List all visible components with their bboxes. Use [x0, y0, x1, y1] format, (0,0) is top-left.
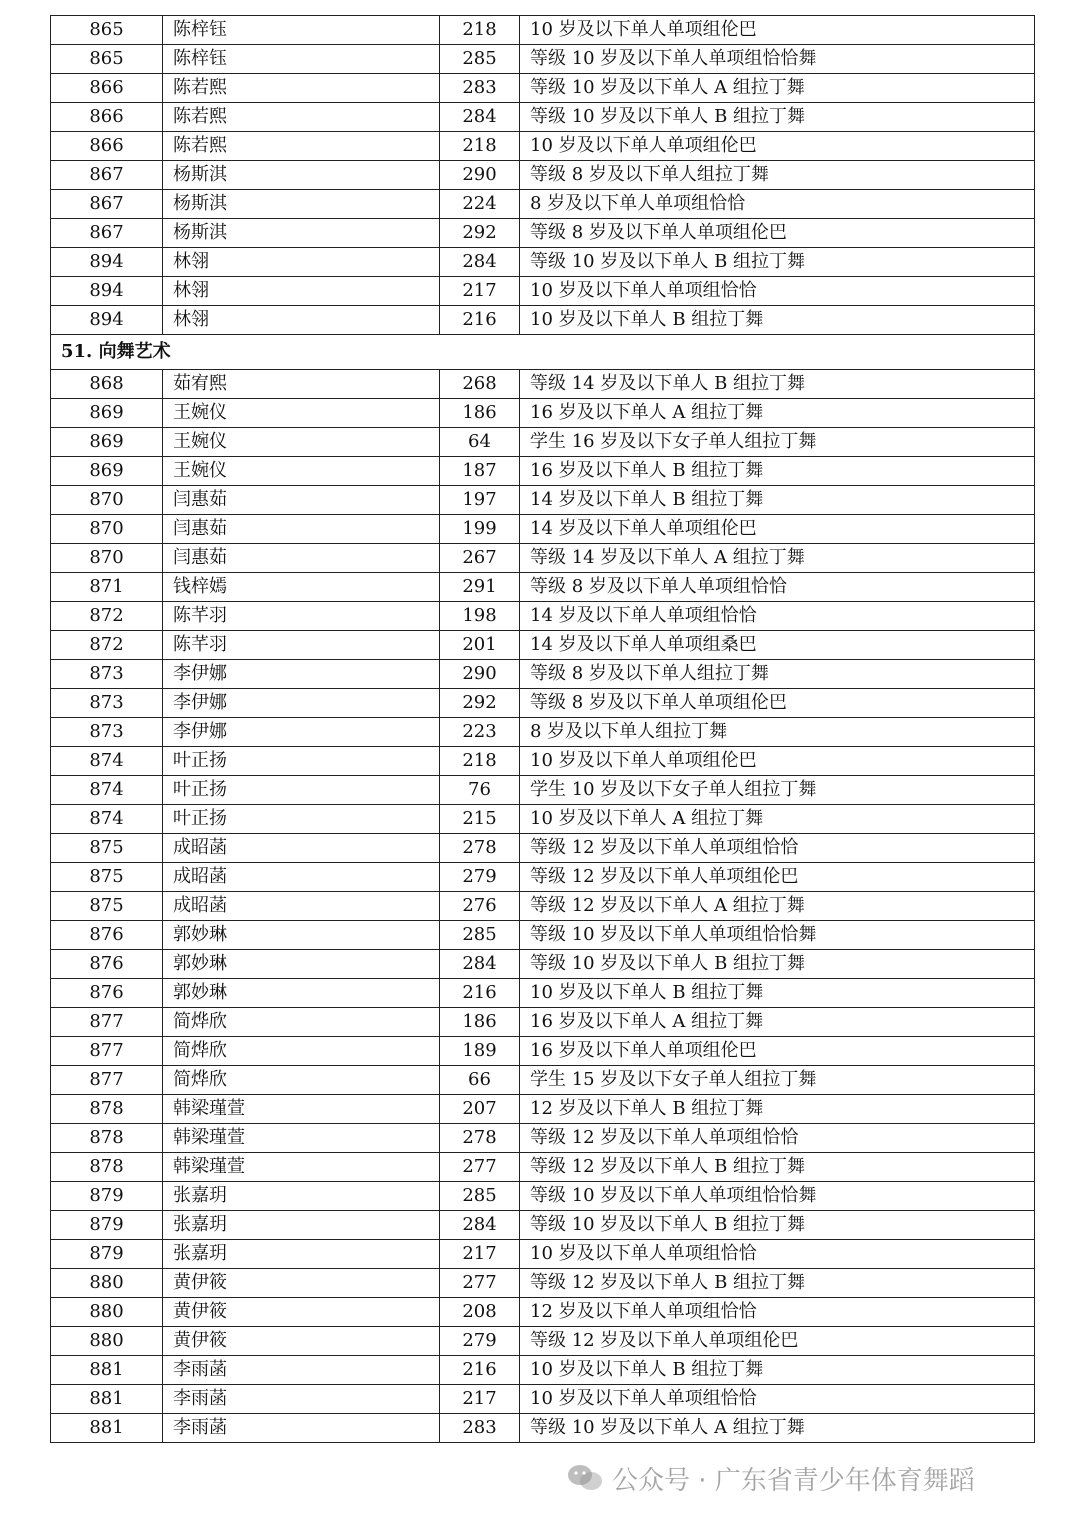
event-name: 10 岁及以下单人单项组伦巴: [520, 16, 1035, 45]
table-row: [51, 1240, 1035, 1269]
participant-name: 闫惠茹: [163, 515, 440, 544]
event-code: 216: [440, 979, 520, 1008]
event-code: 284: [440, 103, 520, 132]
table-row: [51, 103, 1035, 132]
event-name: 等级 10 岁及以下单人 A 组拉丁舞: [520, 1414, 1035, 1443]
event-code: 187: [440, 457, 520, 486]
watermark-text: 公众号 · 广东省青少年体育舞蹈: [612, 1465, 975, 1496]
event-name: 等级 8 岁及以下单人单项组伦巴: [520, 219, 1035, 248]
participant-name: 黄伊筱: [163, 1298, 440, 1327]
participant-number: 881: [51, 1385, 163, 1414]
participant-number: 873: [51, 660, 163, 689]
table-row: [51, 1095, 1035, 1124]
participant-number: 869: [51, 399, 163, 428]
table-row: [51, 979, 1035, 1008]
event-name: 学生 15 岁及以下女子单人组拉丁舞: [520, 1066, 1035, 1095]
event-code: 189: [440, 1037, 520, 1066]
participant-number: 877: [51, 1008, 163, 1037]
table-row: [51, 573, 1035, 602]
participant-name: 林翎: [163, 248, 440, 277]
participant-name: 韩梁瑾萱: [163, 1095, 440, 1124]
event-name: 等级 12 岁及以下单人单项组伦巴: [520, 1327, 1035, 1356]
table-row: [51, 306, 1035, 335]
table-row: [51, 74, 1035, 103]
participant-name: 成昭菡: [163, 863, 440, 892]
table-row: [51, 1414, 1035, 1443]
event-name: 学生 10 岁及以下女子单人组拉丁舞: [520, 776, 1035, 805]
participant-number: 875: [51, 834, 163, 863]
table-row: [51, 544, 1035, 573]
event-code: 292: [440, 689, 520, 718]
participant-number: 881: [51, 1414, 163, 1443]
participant-name: 钱梓嫣: [163, 573, 440, 602]
event-name: 等级 10 岁及以下单人 A 组拉丁舞: [520, 74, 1035, 103]
participant-name: 张嘉玥: [163, 1211, 440, 1240]
participant-name: 李雨菡: [163, 1385, 440, 1414]
event-name: 等级 10 岁及以下单人 B 组拉丁舞: [520, 248, 1035, 277]
participant-name: 成昭菡: [163, 834, 440, 863]
table-row: [51, 1008, 1035, 1037]
event-code: 199: [440, 515, 520, 544]
event-code: 218: [440, 16, 520, 45]
event-code: 215: [440, 805, 520, 834]
table-row: [51, 486, 1035, 515]
event-code: 284: [440, 950, 520, 979]
event-name: 等级 12 岁及以下单人 A 组拉丁舞: [520, 892, 1035, 921]
event-code: 284: [440, 1211, 520, 1240]
participant-number: 867: [51, 190, 163, 219]
table-row: [51, 1385, 1035, 1414]
participant-name: 张嘉玥: [163, 1182, 440, 1211]
table-row: [51, 921, 1035, 950]
participant-name: 林翎: [163, 277, 440, 306]
participant-number: 867: [51, 219, 163, 248]
event-name: 16 岁及以下单人 A 组拉丁舞: [520, 399, 1035, 428]
participant-name: 韩梁瑾萱: [163, 1124, 440, 1153]
table-row: [51, 631, 1035, 660]
participant-number: 872: [51, 602, 163, 631]
event-name: 等级 12 岁及以下单人 B 组拉丁舞: [520, 1153, 1035, 1182]
event-name: 等级 10 岁及以下单人单项组恰恰舞: [520, 45, 1035, 74]
participant-number: 874: [51, 805, 163, 834]
table-row: [51, 1066, 1035, 1095]
participant-number: 870: [51, 544, 163, 573]
participant-name: 茹宥熙: [163, 370, 440, 399]
event-code: 278: [440, 1124, 520, 1153]
table-row: [51, 132, 1035, 161]
event-code: 216: [440, 306, 520, 335]
participant-number: 879: [51, 1182, 163, 1211]
event-code: 186: [440, 1008, 520, 1037]
event-name: 等级 8 岁及以下单人组拉丁舞: [520, 660, 1035, 689]
watermark: [566, 1458, 975, 1498]
event-code: 283: [440, 74, 520, 103]
participant-number: 877: [51, 1066, 163, 1095]
table-row: [51, 1037, 1035, 1066]
table-row: [51, 1153, 1035, 1182]
event-code: 198: [440, 602, 520, 631]
table-row: [51, 863, 1035, 892]
table-row: [51, 660, 1035, 689]
participant-number: 878: [51, 1153, 163, 1182]
event-name: 14 岁及以下单人单项组桑巴: [520, 631, 1035, 660]
participant-name: 陈梓钰: [163, 16, 440, 45]
participant-number: 875: [51, 892, 163, 921]
participant-name: 李雨菡: [163, 1414, 440, 1443]
event-code: 276: [440, 892, 520, 921]
event-code: 290: [440, 660, 520, 689]
participant-name: 陈若熙: [163, 132, 440, 161]
event-code: 217: [440, 1385, 520, 1414]
table-row: [51, 892, 1035, 921]
event-name: 8 岁及以下单人组拉丁舞: [520, 718, 1035, 747]
event-code: 66: [440, 1066, 520, 1095]
participant-name: 陈若熙: [163, 74, 440, 103]
participant-name: 李雨菡: [163, 1356, 440, 1385]
wechat-icon: [566, 1463, 604, 1493]
participant-number: 880: [51, 1269, 163, 1298]
event-name: 10 岁及以下单人 A 组拉丁舞: [520, 805, 1035, 834]
event-name: 学生 16 岁及以下女子单人组拉丁舞: [520, 428, 1035, 457]
table-row: [51, 457, 1035, 486]
table-row: [51, 515, 1035, 544]
participant-number: 865: [51, 16, 163, 45]
participant-number: 874: [51, 747, 163, 776]
event-name: 12 岁及以下单人单项组恰恰: [520, 1298, 1035, 1327]
table-row: [51, 776, 1035, 805]
participant-name: 成昭菡: [163, 892, 440, 921]
event-code: 291: [440, 573, 520, 602]
participant-name: 杨斯淇: [163, 190, 440, 219]
event-name: 16 岁及以下单人 A 组拉丁舞: [520, 1008, 1035, 1037]
participant-name: 郭妙琳: [163, 979, 440, 1008]
table-row: [51, 805, 1035, 834]
participant-name: 黄伊筱: [163, 1269, 440, 1298]
participant-name: 李伊娜: [163, 660, 440, 689]
participant-number: 876: [51, 950, 163, 979]
participant-name: 李伊娜: [163, 718, 440, 747]
participant-name: 叶正扬: [163, 776, 440, 805]
participant-number: 873: [51, 718, 163, 747]
event-name: 14 岁及以下单人 B 组拉丁舞: [520, 486, 1035, 515]
table-row: [51, 1124, 1035, 1153]
section-header-row: [51, 335, 1035, 370]
participant-name: 陈芊羽: [163, 602, 440, 631]
event-name: 等级 14 岁及以下单人 A 组拉丁舞: [520, 544, 1035, 573]
table-row: [51, 45, 1035, 74]
participant-name: 张嘉玥: [163, 1240, 440, 1269]
table-row: [51, 370, 1035, 399]
participant-number: 867: [51, 161, 163, 190]
event-name: 10 岁及以下单人 B 组拉丁舞: [520, 979, 1035, 1008]
table-row: [51, 747, 1035, 776]
event-code: 218: [440, 747, 520, 776]
table-row: [51, 428, 1035, 457]
event-code: 201: [440, 631, 520, 660]
participant-number: 870: [51, 486, 163, 515]
event-name: 16 岁及以下单人单项组伦巴: [520, 1037, 1035, 1066]
event-code: 217: [440, 277, 520, 306]
event-code: 207: [440, 1095, 520, 1124]
participant-name: 陈若熙: [163, 103, 440, 132]
event-name: 12 岁及以下单人 B 组拉丁舞: [520, 1095, 1035, 1124]
table-row: [51, 1327, 1035, 1356]
event-code: 279: [440, 863, 520, 892]
participant-name: 闫惠茹: [163, 544, 440, 573]
participant-number: 875: [51, 863, 163, 892]
participant-number: 874: [51, 776, 163, 805]
participant-number: 868: [51, 370, 163, 399]
table-row: [51, 689, 1035, 718]
event-code: 279: [440, 1327, 520, 1356]
table-row: [51, 277, 1035, 306]
event-name: 16 岁及以下单人 B 组拉丁舞: [520, 457, 1035, 486]
table-row: [51, 1182, 1035, 1211]
participant-name: 杨斯淇: [163, 219, 440, 248]
table-row: [51, 834, 1035, 863]
participant-number: 873: [51, 689, 163, 718]
participant-name: 黄伊筱: [163, 1327, 440, 1356]
participant-number: 869: [51, 428, 163, 457]
event-code: 284: [440, 248, 520, 277]
event-name: 等级 12 岁及以下单人单项组伦巴: [520, 863, 1035, 892]
event-code: 197: [440, 486, 520, 515]
participant-name: 韩梁瑾萱: [163, 1153, 440, 1182]
participant-number: 866: [51, 132, 163, 161]
participant-number: 876: [51, 921, 163, 950]
table-row: [51, 602, 1035, 631]
event-name: 10 岁及以下单人单项组伦巴: [520, 747, 1035, 776]
participant-number: 872: [51, 631, 163, 660]
table-row: [51, 219, 1035, 248]
event-code: 186: [440, 399, 520, 428]
table-row: [51, 950, 1035, 979]
event-code: 224: [440, 190, 520, 219]
event-code: 292: [440, 219, 520, 248]
event-code: 218: [440, 132, 520, 161]
event-name: 等级 14 岁及以下单人 B 组拉丁舞: [520, 370, 1035, 399]
event-name: 等级 8 岁及以下单人单项组伦巴: [520, 689, 1035, 718]
table-row: [51, 718, 1035, 747]
participant-name: 简烨欣: [163, 1066, 440, 1095]
event-name: 10 岁及以下单人 B 组拉丁舞: [520, 1356, 1035, 1385]
event-name: 等级 8 岁及以下单人组拉丁舞: [520, 161, 1035, 190]
event-name: 等级 8 岁及以下单人单项组恰恰: [520, 573, 1035, 602]
participant-number: 877: [51, 1037, 163, 1066]
event-code: 76: [440, 776, 520, 805]
participant-name: 王婉仪: [163, 428, 440, 457]
event-name: 10 岁及以下单人 B 组拉丁舞: [520, 306, 1035, 335]
section-title: 51. 向舞艺术: [51, 335, 1035, 370]
table-row: [51, 1269, 1035, 1298]
participant-number: 878: [51, 1095, 163, 1124]
event-name: 10 岁及以下单人单项组伦巴: [520, 132, 1035, 161]
participant-number: 878: [51, 1124, 163, 1153]
participant-name: 叶正扬: [163, 747, 440, 776]
event-code: 268: [440, 370, 520, 399]
participant-number: 870: [51, 515, 163, 544]
event-name: 8 岁及以下单人单项组恰恰: [520, 190, 1035, 219]
table-row: [51, 1298, 1035, 1327]
participant-number: 879: [51, 1240, 163, 1269]
participant-number: 879: [51, 1211, 163, 1240]
participant-number: 894: [51, 277, 163, 306]
event-code: 277: [440, 1269, 520, 1298]
participant-name: 王婉仪: [163, 399, 440, 428]
participant-name: 闫惠茹: [163, 486, 440, 515]
participant-name: 郭妙琳: [163, 921, 440, 950]
table-row: [51, 161, 1035, 190]
table-row: [51, 248, 1035, 277]
event-code: 223: [440, 718, 520, 747]
event-name: 等级 12 岁及以下单人 B 组拉丁舞: [520, 1269, 1035, 1298]
participant-name: 陈梓钰: [163, 45, 440, 74]
event-name: 等级 12 岁及以下单人单项组恰恰: [520, 834, 1035, 863]
event-code: 217: [440, 1240, 520, 1269]
participant-name: 郭妙琳: [163, 950, 440, 979]
event-code: 285: [440, 1182, 520, 1211]
participant-name: 陈芊羽: [163, 631, 440, 660]
table-row: [51, 1211, 1035, 1240]
table-row: [51, 190, 1035, 219]
event-code: 290: [440, 161, 520, 190]
event-name: 等级 10 岁及以下单人单项组恰恰舞: [520, 921, 1035, 950]
event-name: 10 岁及以下单人单项组恰恰: [520, 1385, 1035, 1414]
event-code: 285: [440, 921, 520, 950]
participant-number: 880: [51, 1327, 163, 1356]
event-name: 14 岁及以下单人单项组恰恰: [520, 602, 1035, 631]
participant-name: 叶正扬: [163, 805, 440, 834]
participant-number: 866: [51, 103, 163, 132]
event-code: 285: [440, 45, 520, 74]
participant-number: 894: [51, 248, 163, 277]
table-body: [51, 16, 1035, 1443]
participant-name: 杨斯淇: [163, 161, 440, 190]
event-code: 278: [440, 834, 520, 863]
participant-number: 880: [51, 1298, 163, 1327]
event-name: 等级 10 岁及以下单人 B 组拉丁舞: [520, 1211, 1035, 1240]
participant-number: 876: [51, 979, 163, 1008]
event-name: 10 岁及以下单人单项组恰恰: [520, 277, 1035, 306]
event-code: 64: [440, 428, 520, 457]
participant-number: 871: [51, 573, 163, 602]
participant-name: 简烨欣: [163, 1037, 440, 1066]
participant-name: 王婉仪: [163, 457, 440, 486]
table-row: [51, 399, 1035, 428]
event-code: 283: [440, 1414, 520, 1443]
participant-number: 881: [51, 1356, 163, 1385]
table-row: [51, 16, 1035, 45]
event-name: 等级 12 岁及以下单人单项组恰恰: [520, 1124, 1035, 1153]
event-name: 14 岁及以下单人单项组伦巴: [520, 515, 1035, 544]
event-name: 等级 10 岁及以下单人单项组恰恰舞: [520, 1182, 1035, 1211]
event-name: 等级 10 岁及以下单人 B 组拉丁舞: [520, 103, 1035, 132]
event-code: 267: [440, 544, 520, 573]
event-code: 208: [440, 1298, 520, 1327]
participant-name: 林翎: [163, 306, 440, 335]
table-row: [51, 1356, 1035, 1385]
event-name: 10 岁及以下单人单项组恰恰: [520, 1240, 1035, 1269]
event-name: 等级 10 岁及以下单人 B 组拉丁舞: [520, 950, 1035, 979]
participant-number: 869: [51, 457, 163, 486]
participant-number: 894: [51, 306, 163, 335]
participant-name: 简烨欣: [163, 1008, 440, 1037]
participant-number: 866: [51, 74, 163, 103]
registration-table: [50, 15, 1035, 1443]
event-code: 216: [440, 1356, 520, 1385]
participant-number: 865: [51, 45, 163, 74]
event-code: 277: [440, 1153, 520, 1182]
participant-name: 李伊娜: [163, 689, 440, 718]
